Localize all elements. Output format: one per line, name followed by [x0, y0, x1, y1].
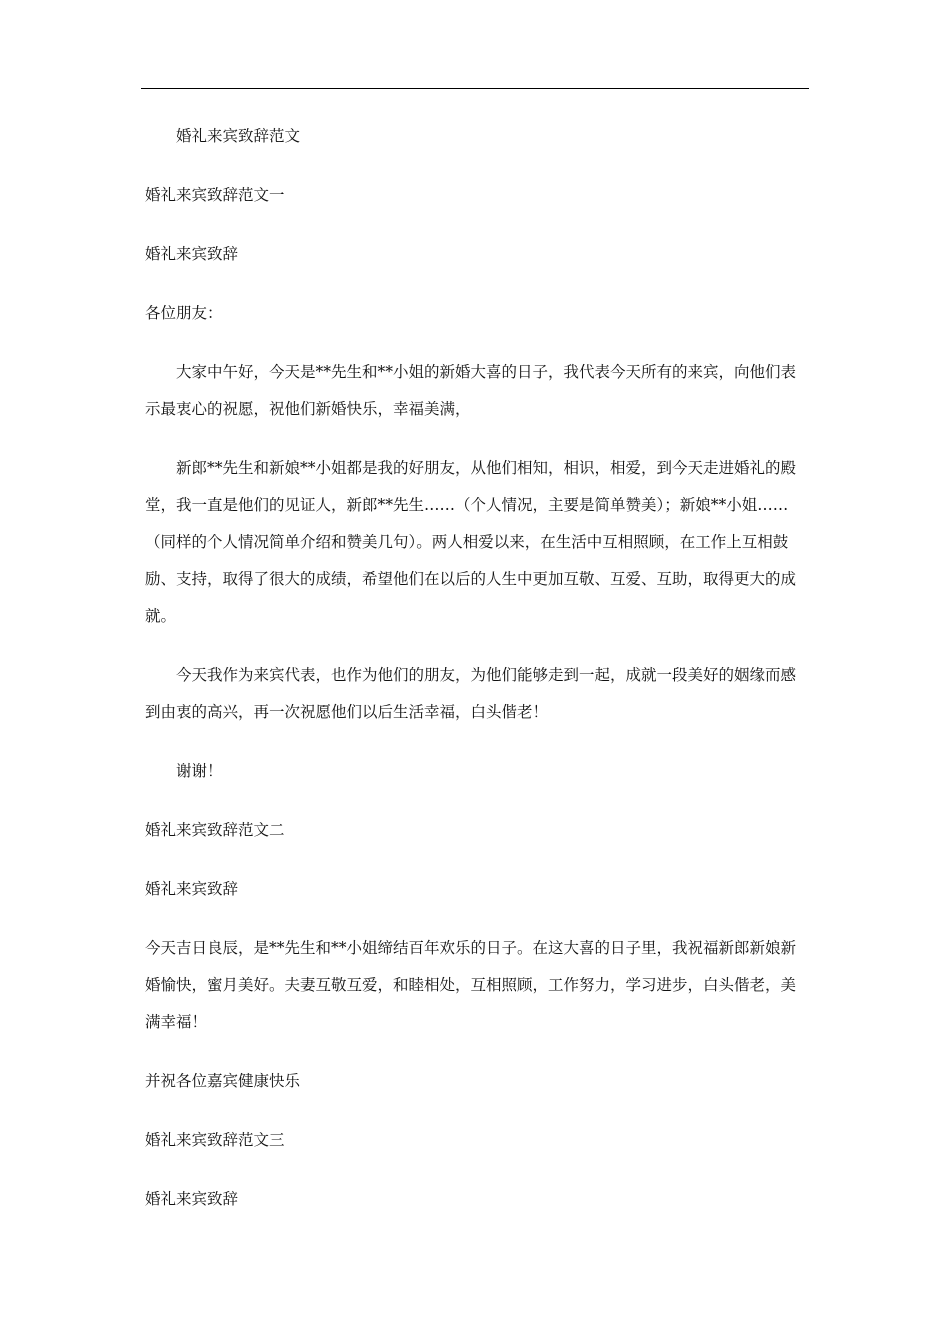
section-subheading-3: 婚礼来宾致辞 [145, 1190, 239, 1208]
section-heading-2: 婚礼来宾致辞范文二 [145, 821, 285, 839]
thanks: 谢谢！ [176, 762, 223, 780]
document-title: 婚礼来宾致辞范文 [176, 127, 301, 145]
paragraph-1: 大家中午好，今天是**先生和**小姐的新婚大喜的日子，我代表今天所有的来宾，向他们表示最衷心的祝愿，祝他们新婚快乐，幸福美满， [145, 363, 797, 418]
paragraph-4: 今天吉日良辰，是**先生和**小姐缔结百年欢乐的日子。在这大喜的日子里，我祝福新郎新娘新婚愉快，蜜月美好。夫妻互敬互爱，和睦相处，互相照顾，工作努力，学习进步，白头偕老，美满幸福！ [145, 939, 797, 1031]
section-subheading-1: 婚礼来宾致辞 [145, 245, 239, 263]
header-rule [141, 88, 809, 89]
greeting: 各位朋友： [145, 304, 223, 322]
section-heading-1: 婚礼来宾致辞范文一 [145, 186, 285, 204]
section-subheading-2: 婚礼来宾致辞 [145, 880, 239, 898]
paragraph-5: 并祝各位嘉宾健康快乐 [145, 1072, 301, 1090]
section-heading-3: 婚礼来宾致辞范文三 [145, 1131, 285, 1149]
paragraph-3: 今天我作为来宾代表，也作为他们的朋友，为他们能够走到一起，成就一段美好的姻缘而感到由衷的高兴，再一次祝愿他们以后生活幸福，白头偕老！ [145, 666, 797, 721]
paragraph-2: 新郎**先生和新娘**小姐都是我的好朋友，从他们相知，相识，相爱，到今天走进婚礼的殿堂，我一直是他们的见证人，新郎**先生……（个人情况，主要是简单赞美）；新娘**小姐……（同样的个人情况简单介绍和赞美几句）。两人相爱以来，在生活中互相照顾，在工作上互相鼓励、支持，取得了很大的成绩，希望他们在以后的人生中更加互敬、互爱、互助，取得更大的成就。 [145, 459, 797, 625]
document-body [145, 118, 809, 1240]
